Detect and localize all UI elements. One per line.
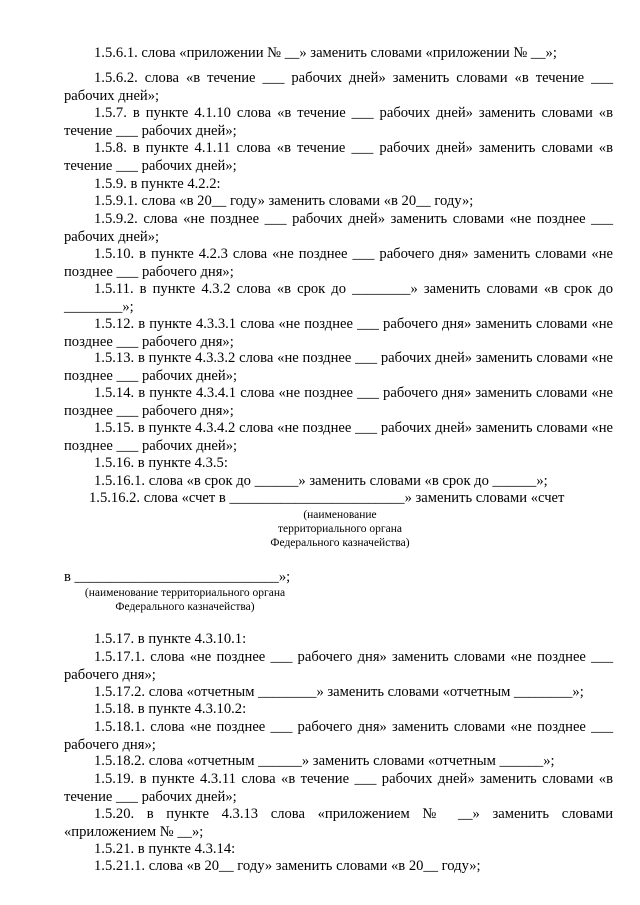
paragraph-1-5-10: 1.5.10. в пункте 4.2.3 слова «не позднее ___ рабочего дня» заменить словами «не позднее ___ рабочего дня»; — [64, 246, 613, 280]
paragraph-1-5-17-1: 1.5.17.1. слова «не позднее ___ рабочего дня» заменить словами «не позднее ___ рабочего дня»; — [64, 649, 613, 683]
paragraph-1-5-16-2: 1.5.16.2. слова «счет в ________________________» заменить словами «счет — [89, 490, 565, 506]
paragraph-1-5-11: 1.5.11. в пункте 4.3.2 слова «в срок до ________» заменить словами «в срок до ________»; — [64, 281, 613, 315]
paragraph-1-5-18-2: 1.5.18.2. слова «отчетным ______» заменить словами «отчетным ______»; — [94, 753, 555, 769]
paragraph-1-5-9: 1.5.9. в пункте 4.2.2: — [94, 176, 221, 192]
footnote-territorial-organ-1: (наименование территориального органа Федерального казначейства) — [270, 509, 410, 550]
paragraph-1-5-13: 1.5.13. в пункте 4.3.3.2 слова «не позднее ___ рабочих дней» заменить словами «не позднее ___ рабочих дней»; — [64, 350, 613, 384]
paragraph-1-5-17-2: 1.5.17.2. слова «отчетным ________» заменить словами «отчетным ________»; — [94, 684, 584, 700]
footnote-territorial-organ-2: (наименование территориального органа Федерального казначейства) — [84, 587, 286, 614]
paragraph-1-5-21-1: 1.5.21.1. слова «в 20__ году» заменить словами «в 20__ году»; — [94, 858, 481, 874]
paragraph-1-5-7: 1.5.7. в пункте 4.1.10 слова «в течение ___ рабочих дней» заменить словами «в течение ___ рабочих дней»; — [64, 105, 613, 139]
paragraph-1-5-20: 1.5.20. в пункте 4.3.13 слова «приложением № __» заменить словами «приложением № __»; — [64, 806, 613, 840]
paragraph-1-5-8: 1.5.8. в пункте 4.1.11 слова «в течение ___ рабочих дней» заменить словами «в течение ___ рабочих дней»; — [64, 140, 613, 174]
paragraph-1-5-18-1: 1.5.18.1. слова «не позднее ___ рабочего дня» заменить словами «не позднее ___ рабочего дня»; — [64, 719, 613, 753]
paragraph-1-5-12: 1.5.12. в пункте 4.3.3.1 слова «не позднее ___ рабочего дня» заменить словами «не позднее ___ рабочего дня»; — [64, 316, 613, 350]
paragraph-1-5-16: 1.5.16. в пункте 4.3.5: — [94, 455, 228, 471]
paragraph-1-5-21: 1.5.21. в пункте 4.3.14: — [94, 841, 236, 857]
paragraph-1-5-6-1: 1.5.6.1. слова «приложении № __» заменить словами «приложении № __»; — [94, 45, 557, 61]
paragraph-account-in: в ____________________________»; — [64, 569, 291, 585]
paragraph-1-5-6-2: 1.5.6.2. слова «в течение ___ рабочих дней» заменить словами «в течение ___ рабочих дней»; — [64, 70, 613, 104]
paragraph-1-5-17: 1.5.17. в пункте 4.3.10.1: — [94, 631, 247, 647]
paragraph-1-5-16-1: 1.5.16.1. слова «в срок до ______» заменить словами «в срок до ______»; — [94, 473, 548, 489]
paragraph-1-5-9-1: 1.5.9.1. слова «в 20__ году» заменить словами «в 20__ году»; — [94, 193, 474, 209]
paragraph-1-5-19: 1.5.19. в пункте 4.3.11 слова «в течение ___ рабочих дней» заменить словами «в течение ___ рабочих дней»; — [64, 771, 613, 805]
paragraph-1-5-14: 1.5.14. в пункте 4.3.4.1 слова «не позднее ___ рабочего дня» заменить словами «не позднее ___ рабочего дня»; — [64, 385, 613, 419]
paragraph-1-5-18: 1.5.18. в пункте 4.3.10.2: — [94, 701, 247, 717]
paragraph-1-5-15: 1.5.15. в пункте 4.3.4.2 слова «не позднее ___ рабочих дней» заменить словами «не позднее ___ рабочих дней»; — [64, 420, 613, 454]
paragraph-1-5-9-2: 1.5.9.2. слова «не позднее ___ рабочих дней» заменить словами «не позднее ___ рабочих дней»; — [64, 211, 613, 245]
